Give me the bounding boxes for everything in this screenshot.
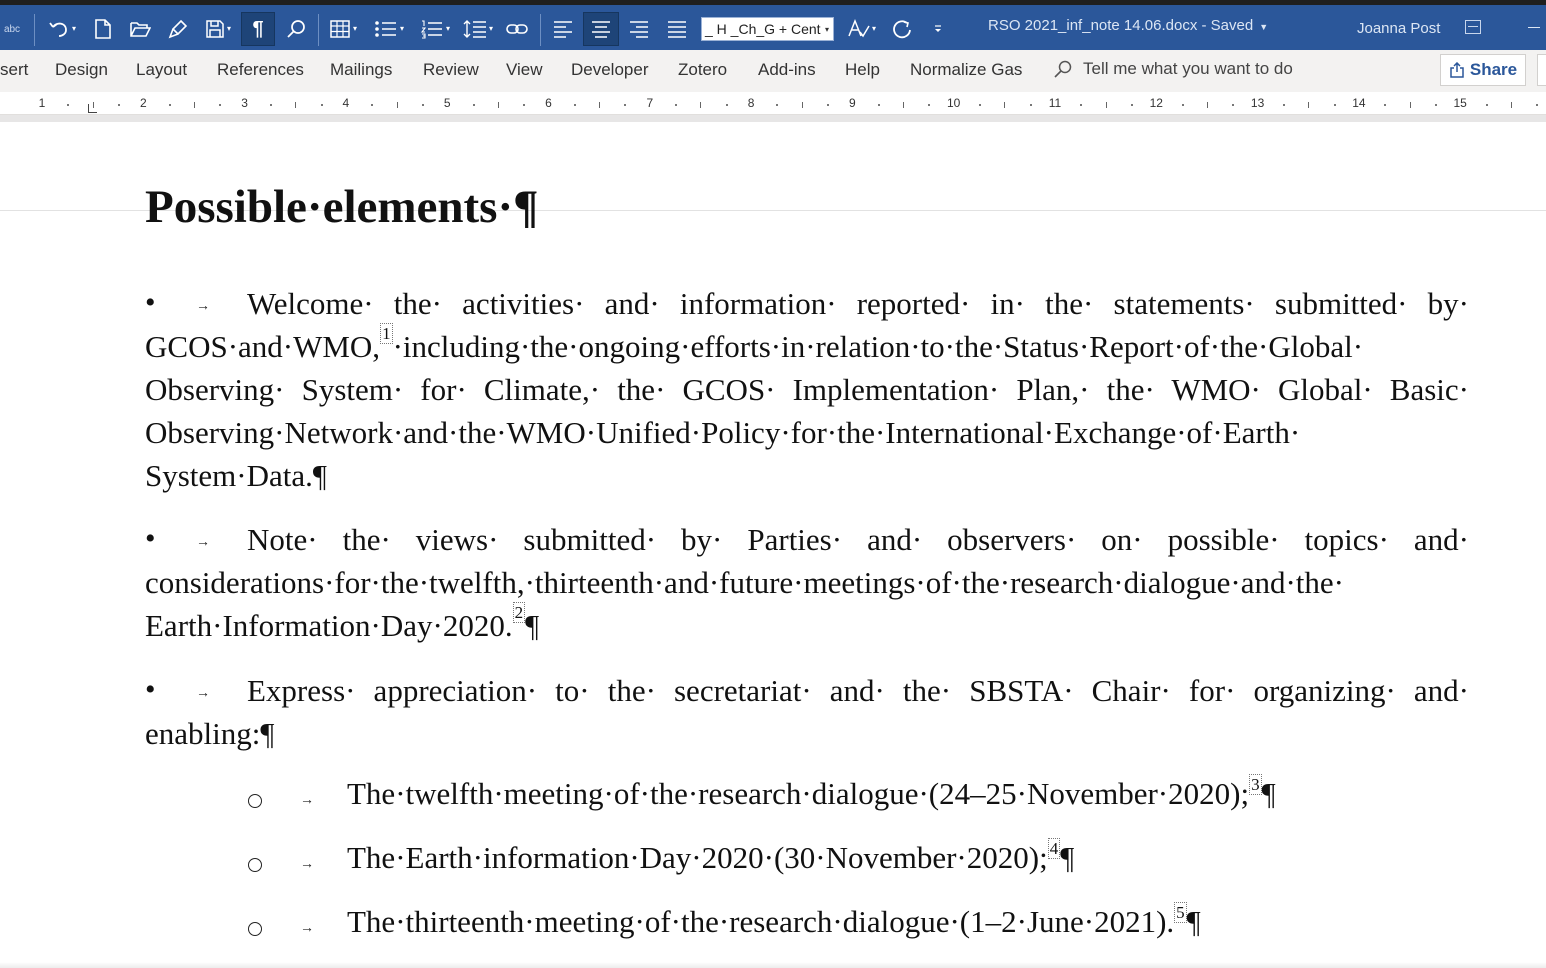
save-button[interactable]: ▾ [199, 12, 237, 46]
ruler-number: 9 [849, 96, 856, 110]
ruler-number: 13 [1250, 96, 1265, 110]
ruler-gap [0, 115, 1546, 122]
ribbon-display-options-icon[interactable] [1465, 20, 1481, 34]
align-right-icon [629, 20, 649, 38]
insert-table-button[interactable]: ▾ [323, 12, 363, 46]
hyperlink-button[interactable] [503, 12, 531, 46]
ribbon-tabs [0, 50, 1546, 92]
ruler-tick [1004, 102, 1005, 108]
share-button[interactable]: Share [1440, 54, 1526, 86]
justify-icon [667, 20, 687, 38]
ruler-dot [1080, 104, 1082, 106]
ruler-tick [397, 102, 398, 108]
tab-add-ins[interactable]: Add-ins [758, 60, 816, 79]
line-spacing-button[interactable]: ▾ [458, 12, 498, 46]
minimize-icon[interactable] [1528, 27, 1540, 28]
ruler-tick [1308, 102, 1309, 108]
tab-arrow-icon: → [196, 533, 210, 549]
tell-me-search[interactable] [1053, 59, 1293, 79]
ruler-number: 4 [342, 96, 350, 110]
ruler-dot [1232, 104, 1234, 106]
ruler-dot [67, 104, 69, 106]
ruler-number: 3 [241, 96, 248, 110]
page-bottom-edge [0, 962, 1546, 968]
undo-icon [48, 18, 70, 40]
share-icon [1449, 62, 1465, 78]
ruler-dot [118, 104, 120, 106]
style-selector[interactable]: _ H _Ch_G + Cent ▾ [701, 17, 834, 41]
tab-design[interactable]: Design [55, 60, 108, 79]
footnote-ref-1[interactable]: 1 [382, 324, 391, 343]
sub-item-thirteenth-meeting: The·thirteenth·meeting·of·the·research·dialogue·(1–2·June·2021). $^5$¶ [347, 903, 1201, 939]
ruler-dot [675, 104, 677, 106]
ruler-dot [1131, 104, 1133, 106]
spelling-check-icon[interactable]: abc [3, 23, 21, 35]
redo-button[interactable] [888, 12, 916, 46]
numbered-list-icon [420, 19, 444, 39]
ruler-dot [1334, 104, 1336, 106]
toolbar-separator [318, 14, 319, 46]
undo-button[interactable]: ▾ [44, 12, 80, 46]
ruler-tick [1106, 102, 1107, 108]
ruler-dot [1384, 104, 1386, 106]
tab-normalize-gas[interactable]: Normalize Gas [910, 60, 1023, 79]
tab-arrow-icon: → [196, 297, 210, 313]
toolbar-separator [540, 14, 541, 46]
line-spacing-icon [463, 19, 487, 39]
sub-bullet-circle-icon [248, 794, 262, 808]
ruler-dot [422, 104, 424, 106]
ruler-number: 14 [1352, 96, 1366, 110]
sub-bullet-circle-icon [248, 922, 262, 936]
document-heading: Possible·elements·¶ [145, 181, 539, 233]
numbering-button[interactable]: ▾ [414, 12, 456, 46]
align-center-icon [591, 20, 611, 38]
ruler-tick [194, 102, 195, 108]
chevron-down-icon: ▼ [1259, 22, 1269, 32]
spelling-grammar-button[interactable]: ▾ [841, 12, 881, 46]
ruler-tick [903, 102, 904, 108]
new-document-button[interactable] [90, 12, 116, 46]
document-title[interactable]: RSO 2021_inf_note 14.06.docx - Saved ▼ [988, 17, 1269, 34]
ruler-number: 5 [443, 96, 451, 110]
ruler-number: 11 [1048, 96, 1062, 110]
ruler-dot [523, 104, 525, 106]
indent-marker-icon[interactable] [88, 104, 97, 113]
save-icon [205, 19, 225, 39]
paragraph-welcome: Welcome· the· activities· and· information· reported· in· the· statements· submitted· by· GCOS·and·WMO, $^1$·including·the·ongoing·efforts·in·relation·to·the·Status·Report·of·the·Global· Observing· System· for· Climate,· the· GCOS· Implementation· Plan,· the· WMO· Global· Basic· Observing·Network·and·the·WMO·Unified·Policy·for·the·International·Exchange·of·Earth· System·Data.¶ [145, 286, 1469, 493]
ruler-dot [1435, 104, 1437, 106]
tab-arrow-icon: → [196, 684, 210, 700]
ruler-tick [295, 102, 296, 108]
redo-icon [891, 18, 913, 40]
ruler-number: 2 [139, 96, 147, 110]
customize-toolbar-button[interactable] [928, 12, 948, 46]
ruler-dot [624, 104, 626, 106]
tab-arrow-icon: → [300, 855, 314, 871]
ruler-number: 8 [747, 96, 755, 110]
paragraph-note-views: Note· the· views· submitted· by· Parties· and· observers· on· possible· topics· and· considerations·for·the·twelfth,·thirteenth·and·future·meetings·of·the·research·dialogue·and·the· Earth·Information·Day·2020. $^2$¶ [145, 522, 1469, 643]
window-top-edge [0, 0, 1546, 5]
tab-arrow-icon: → [300, 919, 314, 935]
ruler-tick [1410, 102, 1411, 108]
bullets-button[interactable]: ▾ [368, 12, 410, 46]
ruler-number: 10 [947, 96, 961, 110]
ruler-tick [1511, 102, 1512, 108]
ruler-dot [827, 104, 829, 106]
footnote-ref-5[interactable]: 5 [1176, 903, 1185, 922]
ruler-dot [371, 104, 373, 106]
align-left-icon [553, 20, 573, 38]
link-icon [505, 21, 529, 37]
ruler-dot [270, 104, 272, 106]
ruler-dot [979, 104, 981, 106]
ruler-dot [1536, 104, 1538, 106]
ruler-number: 12 [1149, 96, 1163, 110]
find-button[interactable] [282, 12, 310, 46]
title-bar [0, 0, 1546, 50]
account-user-name[interactable]: Joanna Post [1357, 20, 1441, 37]
pilcrow-icon: ¶ [252, 17, 264, 40]
toolbar-separator [34, 14, 35, 46]
search-icon [285, 18, 307, 40]
ruler-dot [1486, 104, 1488, 106]
bullet-list-icon [374, 19, 398, 39]
save-status: Saved [1210, 17, 1254, 34]
ruler-tick [498, 102, 499, 108]
ruler-dot [878, 104, 880, 106]
ruler-number: 7 [646, 96, 654, 110]
tab-developer[interactable]: Developer [571, 60, 649, 79]
table-icon [329, 19, 351, 39]
ruler-dot [574, 104, 576, 106]
align-center-button[interactable] [583, 12, 619, 46]
chevron-down-icon: ▾ [824, 24, 829, 34]
ruler-dot [169, 104, 171, 106]
sub-item-twelfth-meeting: The·twelfth·meeting·of·the·research·dialogue·(24–25·November·2020); $^3$¶ [347, 775, 1276, 811]
ruler-tick [1207, 102, 1208, 108]
ruler-tick [700, 102, 701, 108]
folder-open-icon [129, 19, 151, 39]
tab-zotero[interactable]: Zotero [678, 60, 728, 79]
search-icon [1053, 59, 1073, 79]
ruler-dot [726, 104, 728, 106]
tab-references[interactable]: References [217, 60, 304, 79]
comments-button[interactable] [1537, 54, 1546, 86]
spell-check-icon [846, 18, 870, 40]
align-right-button[interactable] [624, 12, 654, 46]
ruler-dot [776, 104, 778, 106]
tab-view[interactable]: View [506, 60, 543, 79]
ruler-number: 6 [545, 96, 552, 110]
tab-help[interactable]: Help [845, 60, 880, 79]
tab-arrow-icon: → [300, 791, 314, 807]
sub-bullet-circle-icon [248, 858, 262, 872]
justify-button[interactable] [662, 12, 692, 46]
ruler-dot [1182, 104, 1184, 106]
show-formatting-marks-button[interactable] [241, 12, 275, 46]
format-painter-button[interactable] [165, 12, 191, 46]
tab-review[interactable]: Review [423, 60, 479, 79]
paintbrush-icon [167, 18, 189, 40]
paragraph-express-appreciation: Express· appreciation· to· the· secretariat· and· the· SBSTA· Chair· for· organizing· and· enabling:¶ [145, 673, 1469, 751]
ruler-dot [473, 104, 475, 106]
sub-item-earth-information-day: The·Earth·information·Day·2020·(30·November·2020); $^4$¶ [347, 839, 1075, 875]
footnote-ref-3[interactable]: 3 [1251, 775, 1260, 794]
tab-insert[interactable]: sert [0, 60, 29, 79]
bullet-icon: • [145, 522, 156, 555]
ruler-dot [928, 104, 930, 106]
horizontal-ruler[interactable] [0, 92, 1546, 115]
bullet-icon: • [145, 673, 156, 706]
ruler-tick [599, 102, 600, 108]
tell-me-placeholder: Tell me what you want to do [1083, 59, 1293, 78]
customize-icon [933, 24, 943, 34]
ruler-dot [321, 104, 323, 106]
align-left-button[interactable] [548, 12, 578, 46]
ruler-number: 1 [38, 96, 46, 110]
footnote-ref-2[interactable]: 2 [514, 603, 524, 622]
ruler-dot [1283, 104, 1285, 106]
ruler-tick [802, 102, 803, 108]
bullet-icon: • [145, 286, 156, 319]
new-document-icon [94, 18, 112, 40]
ruler-dot [219, 104, 221, 106]
footnote-ref-4[interactable]: 4 [1049, 839, 1059, 858]
tab-layout[interactable]: Layout [136, 60, 188, 79]
ruler-dot [1030, 104, 1032, 106]
tab-mailings[interactable]: Mailings [330, 60, 393, 79]
open-button[interactable] [127, 12, 153, 46]
ruler-number: 15 [1453, 96, 1467, 110]
